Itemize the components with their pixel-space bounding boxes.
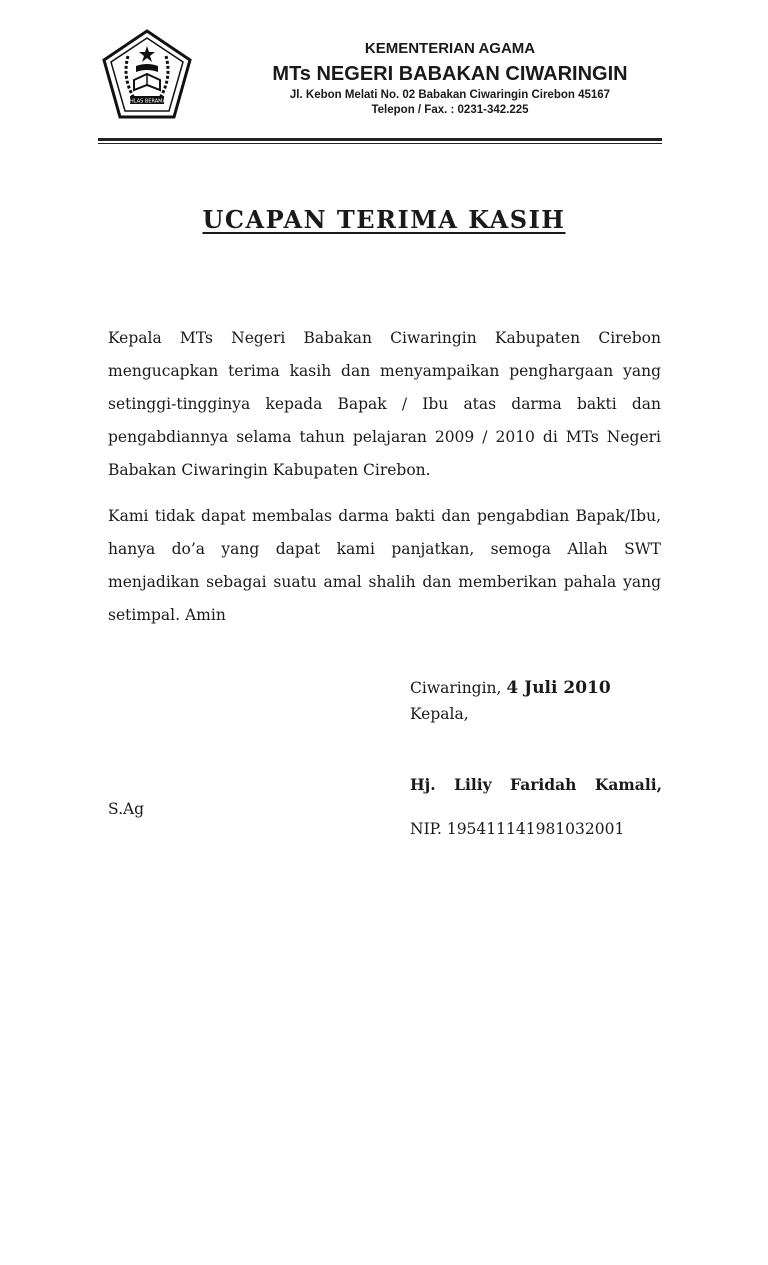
signatory-name <box>410 775 662 794</box>
signature-place-date <box>410 678 611 698</box>
document-title-wrap <box>0 205 768 234</box>
school-address: Jl. Kebon Melati No. 02 Babakan Ciwaringin Cirebon 45167 <box>289 89 611 101</box>
signatory-name-word: Faridah <box>510 775 577 794</box>
letterhead-divider-thick <box>98 138 662 141</box>
signature-date: 4 Juli 2010 <box>506 678 611 698</box>
signatory-name-word: Hj. <box>410 775 436 794</box>
school-name: MTs NEGERI BABAKAN CIWARINGIN <box>272 63 628 85</box>
ministry-name: KEMENTERIAN AGAMA <box>364 40 536 57</box>
school-phone: Telepon / Fax. : 0231-342.225 <box>371 104 529 116</box>
letterhead-divider-thin <box>98 143 662 144</box>
signature-place: Ciwaringin, <box>410 679 502 697</box>
signatory-nip: NIP. 195411141981032001 <box>410 820 625 838</box>
letterhead <box>200 38 700 118</box>
paragraph-2: Kami tidak dapat membalas darma bakti dan pengabdian Bapak/Ibu, hanya do’a yang dapat kami panjatkan, semoga Allah SWT menjadikan sebagai suatu amal shalih dan memberikan pahala yang setimpal. Amin <box>108 507 661 624</box>
signatory-degree: S.Ag <box>108 800 145 818</box>
svg-text:IKHLAS BERAMAL: IKHLAS BERAMAL <box>125 98 169 105</box>
signature-position: Kepala, <box>410 705 469 723</box>
document-title: UCAPAN TERIMA KASIH <box>202 205 566 234</box>
paragraph-1: Kepala MTs Negeri Babakan Ciwaringin Kabupaten Cirebon mengucapkan terima kasih dan menyampaikan penghargaan yang setinggi-tingginya kepada Bapak / Ibu atas darma bakti dan pengabdiannya selama tahun pelajaran 2009 / 2010 di MTs Negeri Babakan Ciwaringin Kabupaten Cirebon. <box>108 329 661 479</box>
signatory-name-word: Liliy <box>454 775 492 794</box>
kementerian-agama-emblem-icon <box>100 28 194 120</box>
signatory-name-word: Kamali, <box>594 775 662 794</box>
